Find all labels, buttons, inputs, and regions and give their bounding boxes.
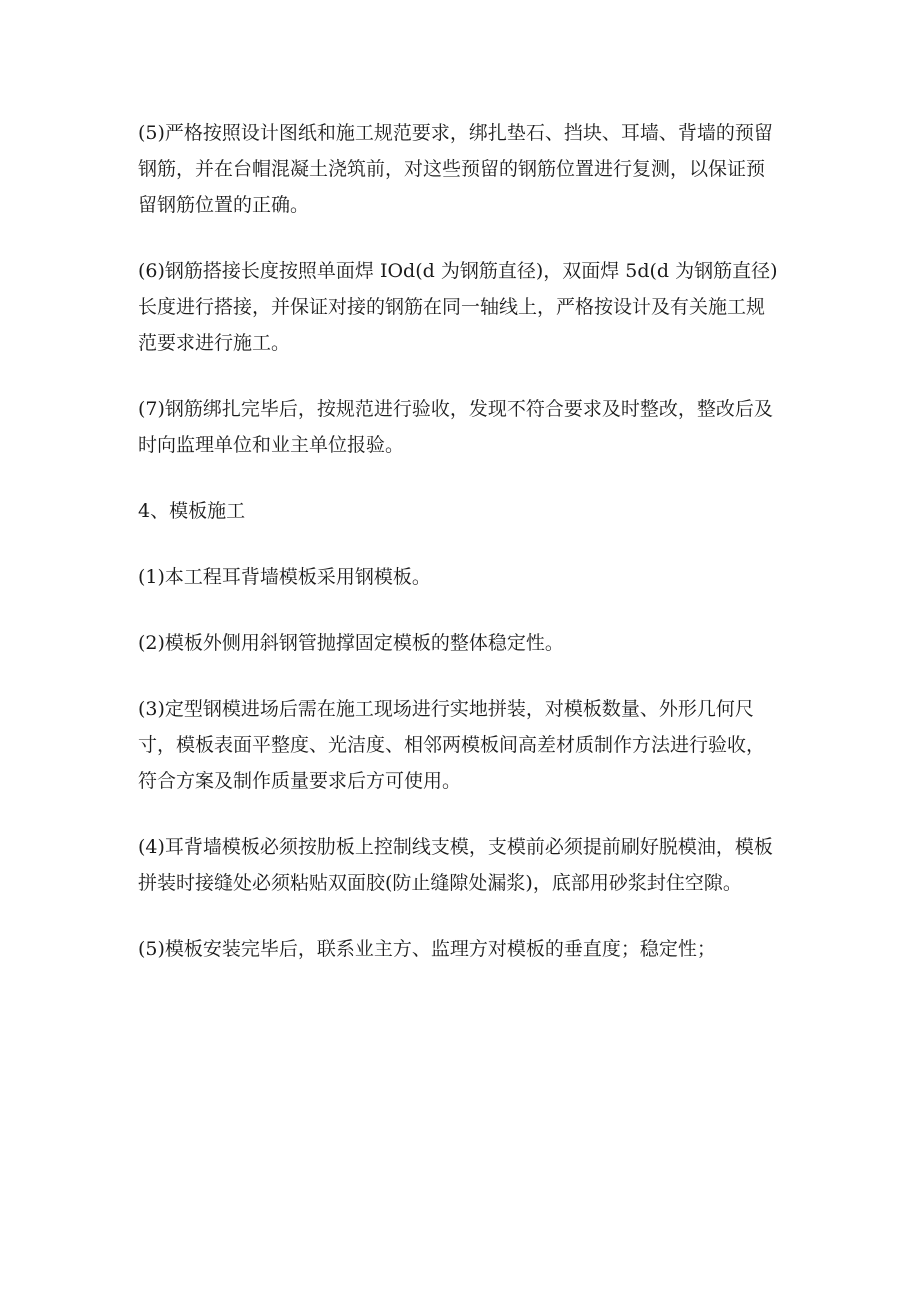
paragraph-formwork-assembly-check: (3)定型钢模进场后需在施工现场进行实地拼装，对模板数量、外形几何尺寸，模板表面平整度、光洁度、相邻两模板间高差材质制作方法进行验收，符合方案及制作质量要求后方可使用。 — [138, 698, 766, 792]
paragraph-formwork-bracing: (2)模板外侧用斜钢管抛撑固定模板的整体稳定性。 — [138, 632, 564, 654]
paragraph-rebar-lap-length: (6)钢筋搭接长度按照单面焊 IOd(d 为钢筋直径)，双面焊 5d(d 为钢筋直径)长度进行搭接，并保证对接的钢筋在同一轴线上，严格按设计及有关施工规范要求进行施工。 — [138, 260, 778, 354]
document-body — [138, 115, 778, 997]
section-heading-formwork: 4、模板施工 — [138, 500, 246, 522]
paragraph-formwork-installation: (4)耳背墙模板必须按肋板上控制线支模，支模前必须提前刷好脱模油，模板拼装时接缝处必须粘贴双面胶(防止缝隙处漏浆)，底部用砂浆封住空隙。 — [138, 836, 773, 894]
paragraph-formwork-steel: (1)本工程耳背墙模板采用钢模板。 — [138, 566, 431, 588]
paragraph-rebar-inspection: (7)钢筋绑扎完毕后，按规范进行验收，发现不符合要求及时整改，整改后及时向监理单位和业主单位报验。 — [138, 398, 773, 456]
paragraph-rebar-reserved: (5)严格按照设计图纸和施工规范要求，绑扎垫石、挡块、耳墙、背墙的预留钢筋，并在台帽混凝土浇筑前，对这些预留的钢筋位置进行复测，以保证预留钢筋位置的正确。 — [138, 122, 773, 216]
paragraph-formwork-acceptance: (5)模板安装完毕后，联系业主方、监理方对模板的垂直度；稳定性； — [138, 938, 716, 960]
